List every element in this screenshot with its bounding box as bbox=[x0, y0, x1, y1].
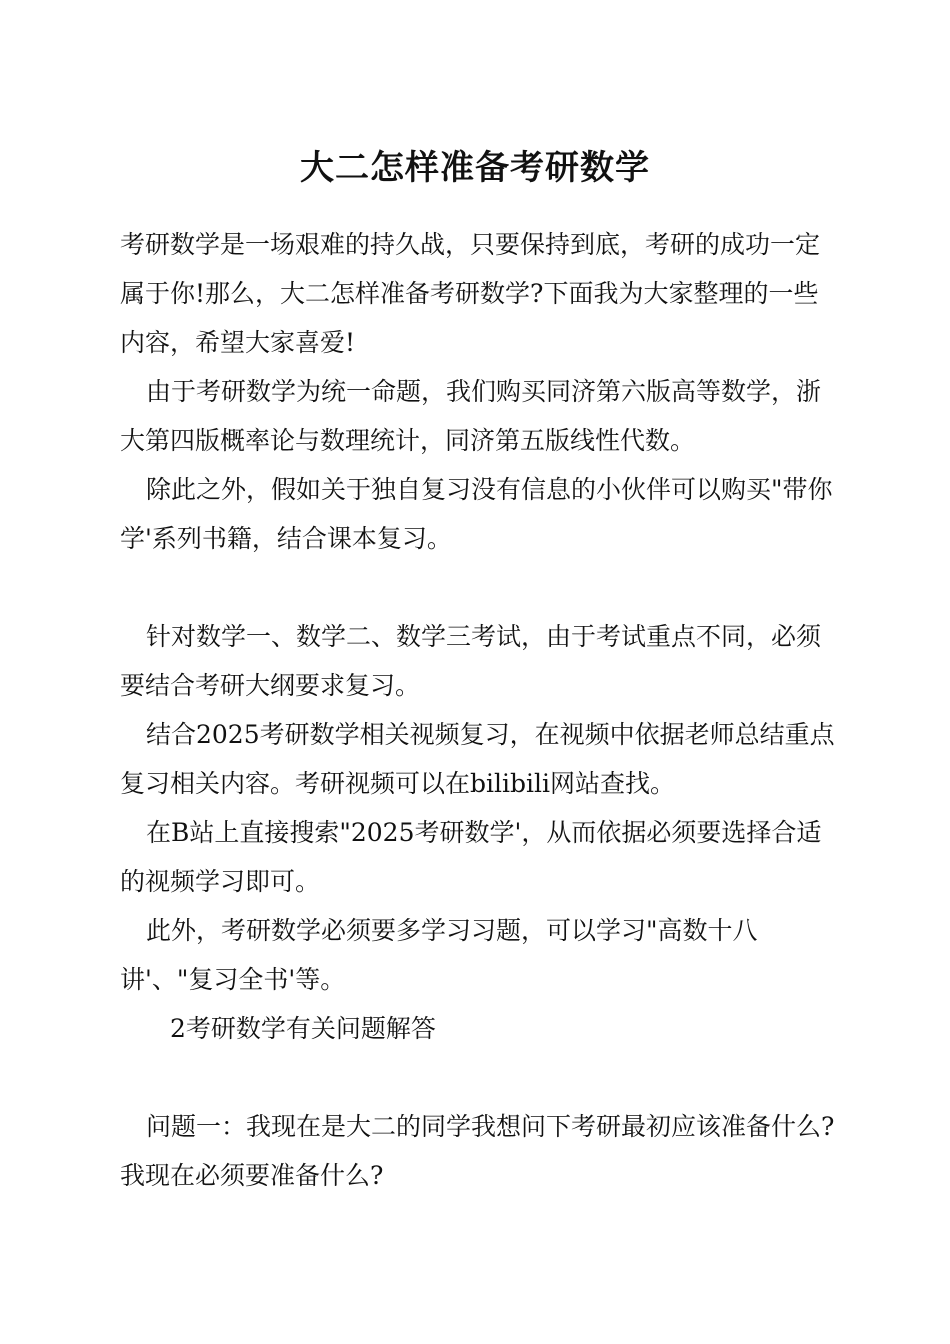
document-title: 大二怎样准备考研数学 bbox=[300, 148, 650, 188]
document-body bbox=[120, 220, 835, 1200]
paragraph-syllabus: 针对数学一、数学二、数学三考试，由于考试重点不同，必须要结合考研大纲要求复习。 bbox=[120, 622, 822, 700]
paragraph-spacer bbox=[120, 563, 835, 612]
paragraph-textbooks: 由于考研数学为统一命题，我们购买同济第六版高等数学，浙大第四版概率论与数理统计，同济第五版线性代数。 bbox=[120, 377, 822, 455]
paragraph-question-one: 问题一：我现在是大二的同学我想问下考研最初应该准备什么?我现在必须要准备什么? bbox=[120, 1112, 835, 1190]
paragraph-exercises: 此外，考研数学必须要多学习习题，可以学习"高数十八讲'、"复习全书'等。 bbox=[120, 916, 758, 994]
paragraph-videos: 结合2025考研数学相关视频复习，在视频中依据老师总结重点复习相关内容。考研视频可以在bilibili网站查找。 bbox=[120, 720, 835, 798]
paragraph-extra-books: 除此之外，假如关于独自复习没有信息的小伙伴可以购买"带你学'系列书籍，结合课本复习。 bbox=[120, 475, 833, 553]
paragraph-bilibili-search: 在B站上直接搜索"2025考研数学'，从而依据必须要选择合适的视频学习即可。 bbox=[120, 818, 822, 896]
paragraph-intro: 考研数学是一场艰难的持久战，只要保持到底，考研的成功一定属于你!那么，大二怎样准备考研数学?下面我为大家整理的一些内容，希望大家喜爱! bbox=[120, 230, 821, 357]
paragraph-spacer bbox=[120, 1053, 835, 1102]
section-heading-qa: 2考研数学有关问题解答 bbox=[170, 1014, 436, 1043]
